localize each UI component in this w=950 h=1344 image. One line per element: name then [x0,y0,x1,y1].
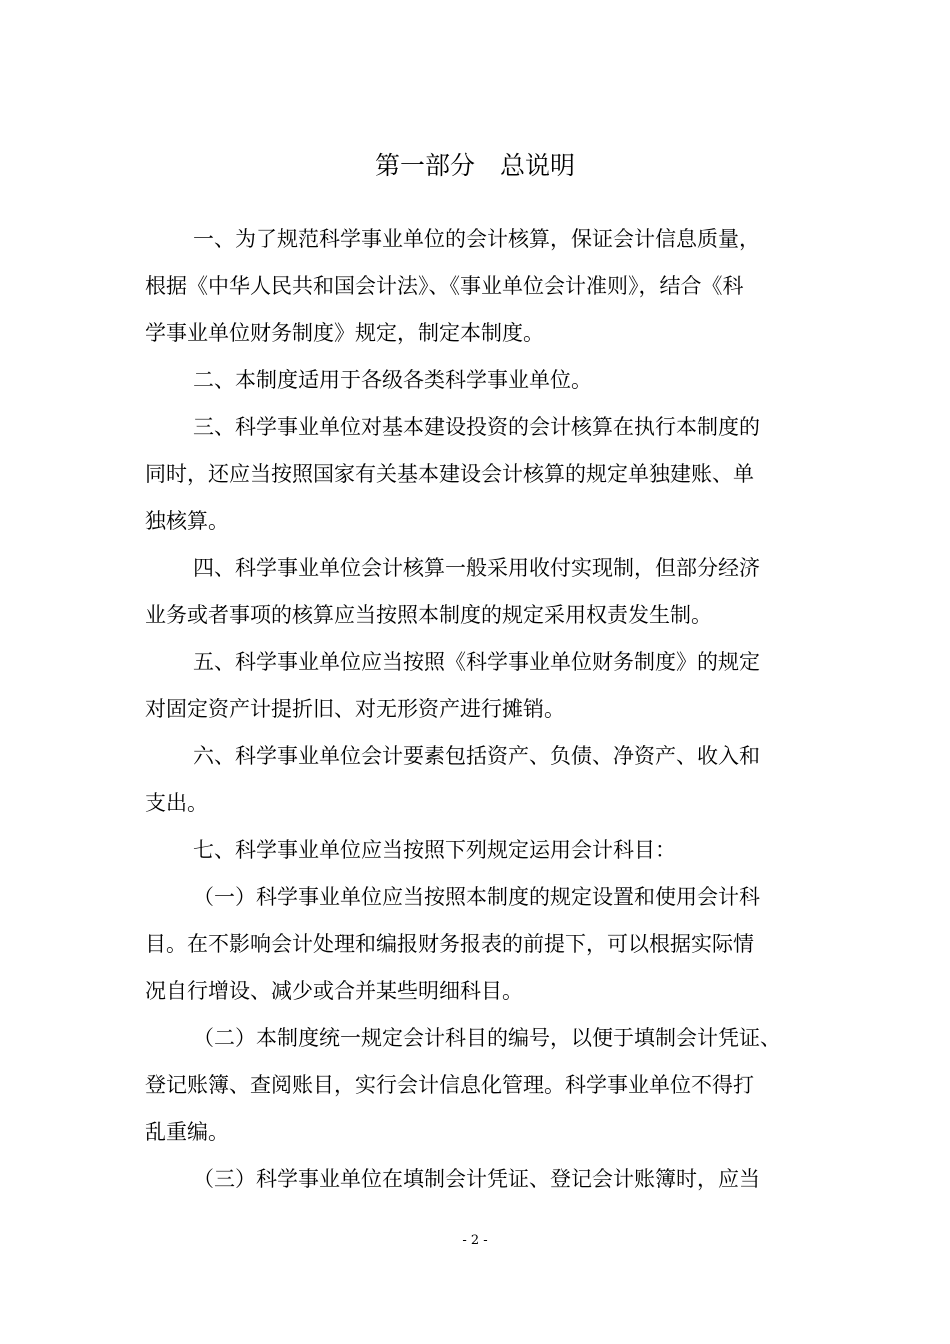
text-line-8: 四、科学事业单位会计核算一般采用收付实现制，但部分经济 [193,556,760,580]
text-line-19: 登记账簿、查阅账目，实行会计信息化管理。科学事业单位不得打 [145,1073,754,1097]
text-line-16: 目。在不影响会计处理和编报财务报表的前提下，可以根据实际情 [145,932,754,956]
text-line-10: 五、科学事业单位应当按照《科学事业单位财务制度》的规定 [193,650,760,674]
page-title: 第一部分 总说明 [374,151,575,180]
text-line-14: 七、科学事业单位应当按照下列规定运用会计科目： [193,838,676,862]
text-line-5: 三、科学事业单位对基本建设投资的会计核算在执行本制度的 [193,415,760,439]
page-number: - 2 - [462,1233,488,1248]
text-line-7: 独核算。 [145,509,229,533]
text-line-20: 乱重编。 [145,1120,229,1144]
text-line-1: 一、为了规范科学事业单位的会计核算，保证会计信息质量， [193,227,760,251]
text-line-18: （二）本制度统一规定会计科目的编号，以便于填制会计凭证、 [193,1026,781,1050]
text-line-17: 况自行增设、减少或合并某些明细科目。 [145,979,523,1003]
text-line-3: 学事业单位财务制度》规定，制定本制度。 [145,321,544,345]
text-line-2: 根据《中华人民共和国会计法》、《事业单位会计准则》，结合《科 [145,274,744,298]
text-line-21: （三）科学事业单位在填制会计凭证、登记会计账簿时，应当 [193,1167,760,1191]
text-line-12: 六、科学事业单位会计要素包括资产、负债、净资产、收入和 [193,744,760,768]
text-line-13: 支出。 [145,791,208,815]
text-line-15: （一）科学事业单位应当按照本制度的规定设置和使用会计科 [193,885,760,909]
text-line-4: 二、本制度适用于各级各类科学事业单位。 [193,368,592,392]
text-line-6: 同时，还应当按照国家有关基本建设会计核算的规定单独建账、单 [145,462,754,486]
text-line-9: 业务或者事项的核算应当按照本制度的规定采用权责发生制。 [145,603,712,627]
text-line-11: 对固定资产计提折旧、对无形资产进行摊销。 [145,697,565,721]
